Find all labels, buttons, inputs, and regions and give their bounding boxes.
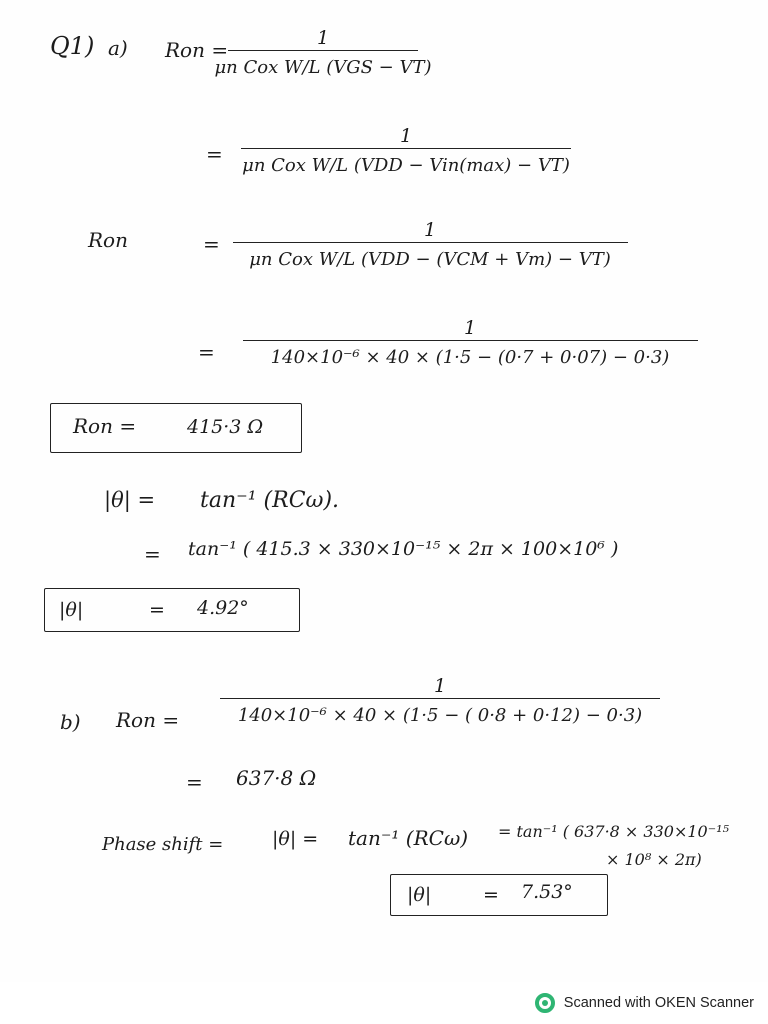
fraction-numerator: 1	[433, 675, 447, 697]
theta-result-value: 7.53°	[521, 881, 573, 903]
phase-formula-b: tan⁻¹ (RCω)	[348, 826, 469, 850]
fraction-denominator: 140×10⁻⁶ × 40 × (1·5 − ( 0·8 + 0·12) − 0·3)	[237, 705, 643, 726]
fraction-bar	[220, 698, 660, 699]
phase-numeric-expr: tan⁻¹ ( 415.3 × 330×10⁻¹⁵ × 2π × 100×10⁶ )	[188, 538, 619, 560]
equals-sign: =	[198, 340, 215, 364]
ron-numeric-fraction	[240, 316, 700, 372]
fraction-denominator: μn Cox W/L (VGS − VT)	[214, 57, 432, 78]
equals-sign: =	[206, 142, 223, 166]
theta-result-lhs: |θ|	[59, 599, 84, 621]
fraction-numerator: 1	[463, 317, 477, 339]
fraction-denominator: μn Cox W/L (VDD − Vin(max) − VT)	[242, 155, 570, 176]
fraction-bar	[233, 242, 628, 243]
part-a-label: a)	[108, 36, 128, 60]
ron-formula-fraction	[214, 26, 432, 82]
theta-lhs: |θ| =	[104, 488, 156, 512]
ron-b-value: 637·8 Ω	[236, 766, 317, 790]
ron-result-box	[50, 403, 302, 453]
ron-lhs-b: Ron =	[116, 708, 180, 732]
ron-vcm-fraction	[230, 218, 630, 274]
phase-numeric-b: = tan⁻¹ ( 637·8 × 330×10⁻¹⁵	[498, 822, 729, 841]
scanner-footer	[0, 982, 768, 1024]
ron-lhs-a: Ron =	[165, 38, 229, 62]
fraction-denominator: 140×10⁻⁶ × 40 × (1·5 − (0·7 + 0·07) − 0·3)	[270, 347, 670, 368]
equals-sign: =	[144, 542, 161, 566]
fraction-numerator: 1	[399, 125, 413, 147]
phase-numeric-b-cont: × 10⁸ × 2π)	[606, 850, 702, 869]
theta-result-lhs: |θ|	[407, 884, 432, 906]
theta-result-value: 4.92°	[197, 597, 249, 619]
fraction-denominator: μn Cox W/L (VDD − (VCM + Vm) − VT)	[249, 249, 611, 270]
theta-result-eq: =	[149, 599, 165, 621]
part-b-label: b)	[60, 710, 81, 734]
ron-result-lhs: Ron =	[73, 414, 137, 438]
ron-lhs-a2: Ron	[88, 228, 128, 252]
phase-shift-label: Phase shift =	[102, 834, 224, 855]
fraction-bar	[228, 50, 418, 51]
fraction-bar	[241, 148, 571, 149]
ron-b-fraction	[215, 674, 665, 730]
fraction-numerator: 1	[316, 27, 330, 49]
fraction-numerator: 1	[423, 219, 437, 241]
ron-result-value: 415·3 Ω	[187, 416, 264, 438]
theta-result-box	[44, 588, 300, 632]
ron-vdd-fraction	[236, 124, 576, 180]
oken-logo-icon	[534, 992, 556, 1014]
phase-formula: tan⁻¹ (RCω).	[200, 488, 340, 513]
equals-sign: =	[186, 770, 203, 794]
theta-result-eq: =	[483, 884, 499, 906]
theta-result-box-b	[390, 874, 608, 916]
phase-theta-b: |θ| =	[272, 828, 319, 850]
fraction-bar	[243, 340, 698, 341]
scanner-text: Scanned with OKEN Scanner	[563, 995, 754, 1011]
scanner-watermark	[534, 992, 754, 1014]
equals-sign: =	[203, 232, 220, 256]
question-label: Q1)	[50, 32, 95, 60]
